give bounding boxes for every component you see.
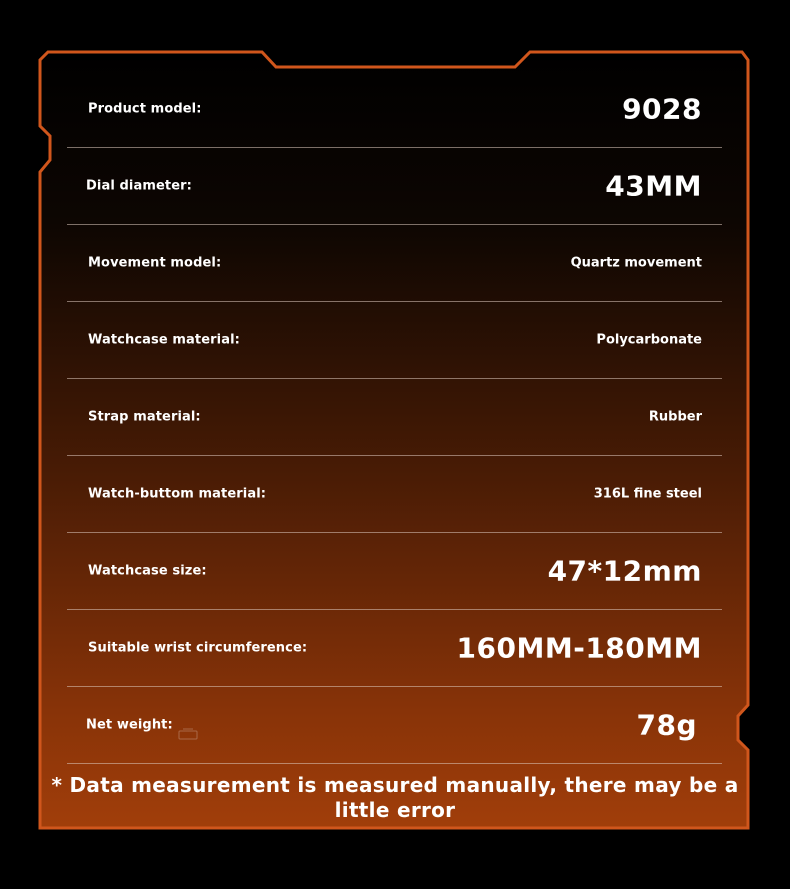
faint-scale-icon — [178, 728, 198, 740]
spec-row-strap-material — [67, 378, 722, 455]
row-divider — [67, 763, 722, 764]
spec-value: Quartz movement — [570, 255, 702, 270]
measurement-disclaimer: * Data measurement is measured manually, there may be a little error — [51, 773, 739, 822]
spec-row-net-weight — [67, 686, 722, 763]
spec-row-watch-bottom-material — [67, 455, 722, 532]
spec-label: Product model: — [88, 101, 202, 116]
spec-row-product-model — [67, 70, 722, 147]
spec-label: Movement model: — [88, 255, 222, 270]
spec-row-movement-model — [67, 224, 722, 301]
spec-value: Polycarbonate — [596, 332, 702, 347]
spec-value: 160MM-180MM — [456, 631, 702, 664]
spec-label: Dial diameter: — [86, 178, 192, 193]
spec-value: 47*12mm — [547, 554, 702, 587]
spec-value: 316L fine steel — [593, 486, 702, 501]
spec-value: 78g — [636, 708, 697, 741]
spec-label: Suitable wrist circumference: — [88, 640, 308, 655]
spec-value: Rubber — [648, 409, 702, 424]
spec-label: Net weight: — [86, 717, 173, 732]
spec-row-wrist-circumference — [67, 609, 722, 686]
spec-row-watchcase-size — [67, 532, 722, 609]
spec-row-dial-diameter — [67, 147, 722, 224]
spec-label: Watch-buttom material: — [88, 486, 267, 501]
spec-label: Strap material: — [88, 409, 201, 424]
spec-value: 43MM — [605, 169, 702, 202]
spec-label: Watchcase size: — [88, 563, 207, 578]
spec-value: 9028 — [622, 92, 702, 125]
spec-label: Watchcase material: — [88, 332, 240, 347]
spec-row-watchcase-material — [67, 301, 722, 378]
